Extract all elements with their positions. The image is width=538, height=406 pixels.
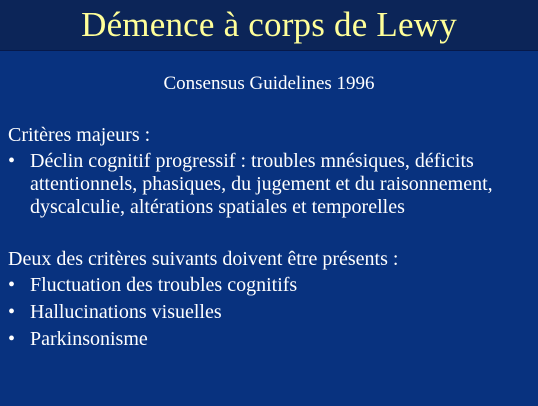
bullet-icon: • bbox=[8, 274, 16, 296]
bullet-icon: • bbox=[8, 301, 16, 323]
list-item-text: Fluctuation des troubles cognitifs bbox=[30, 274, 298, 296]
list-item bbox=[8, 274, 533, 297]
section-heading-major-criteria: Critères majeurs : bbox=[8, 124, 151, 146]
secondary-criteria-list bbox=[8, 274, 533, 351]
slide-content bbox=[8, 124, 533, 355]
bullet-icon: • bbox=[8, 150, 16, 172]
slide-subtitle: Consensus Guidelines 1996 bbox=[163, 73, 375, 94]
major-criteria-list bbox=[8, 150, 533, 219]
spacer bbox=[8, 220, 533, 248]
slide-title: Démence à corps de Lewy bbox=[81, 5, 457, 44]
list-item-text: Hallucinations visuelles bbox=[30, 301, 222, 323]
bullet-icon: • bbox=[8, 328, 16, 350]
list-item-text: Parkinsonisme bbox=[30, 328, 148, 350]
list-item bbox=[8, 328, 533, 351]
title-bar bbox=[0, 0, 538, 51]
list-item bbox=[8, 150, 533, 219]
list-item bbox=[8, 301, 533, 324]
section-heading-secondary-criteria: Deux des critères suivants doivent être présents : bbox=[8, 248, 399, 270]
list-item-text: Déclin cognitif progressif : troubles mnésiques, déficits attentionnels, phasiques, du jugement et du raisonnement, dyscalculie, altérations spatiales et temporelles bbox=[30, 150, 493, 218]
